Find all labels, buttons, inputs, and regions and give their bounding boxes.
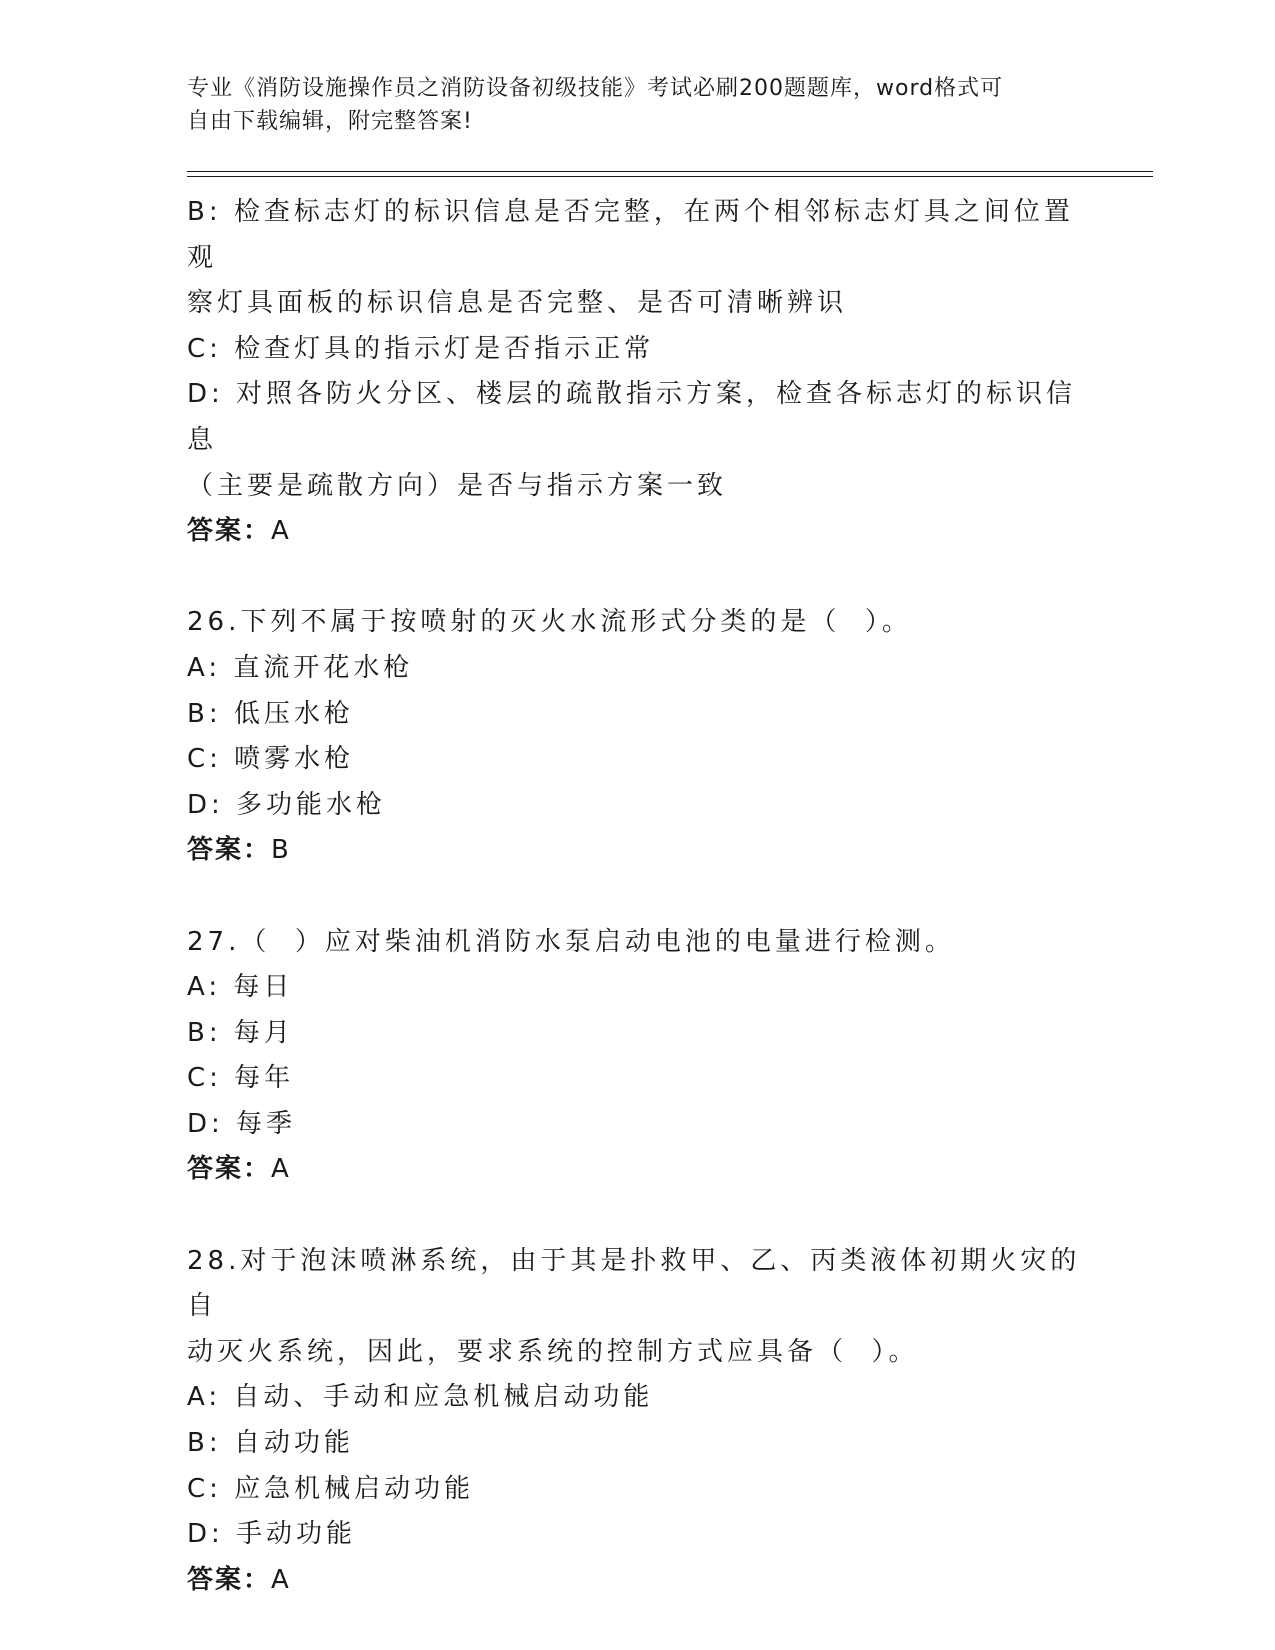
header-title-line-2: 自由下载编辑，附完整答案! xyxy=(187,109,473,134)
option-d-line-2: （主要是疏散方向）是否与指示方案一致 xyxy=(187,470,728,501)
answer xyxy=(187,828,1087,874)
header-rule-top xyxy=(187,171,1153,172)
answer-value: A xyxy=(271,1154,291,1185)
answer-label: 答案： xyxy=(187,835,272,866)
answer-label: 答案： xyxy=(187,1564,272,1595)
option-c: C: 每年 xyxy=(187,1063,295,1094)
option-d: D: 手动功能 xyxy=(187,1519,357,1550)
answer-value: A xyxy=(271,1564,291,1595)
option-b-line-2: 察灯具面板的标识信息是否完整、是否可清晰辨识 xyxy=(187,288,848,319)
question-26 xyxy=(187,600,1087,874)
option-c: C: 检查灯具的指示灯是否指示正常 xyxy=(187,333,655,364)
option-c: C: 应急机械启动功能 xyxy=(187,1473,475,1504)
question-text-line-1: 28.对于泡沫喷淋系统，由于其是扑救甲、乙、丙类液体初期火灾的自 xyxy=(187,1245,1081,1322)
option-a: A: 每日 xyxy=(187,972,294,1003)
option-c: C: 喷雾水枪 xyxy=(187,744,355,775)
question-28 xyxy=(187,1239,1087,1604)
document-header xyxy=(187,72,1087,138)
option-d: D: 多功能水枪 xyxy=(187,789,387,820)
option-a: A: 直流开花水枪 xyxy=(187,652,414,683)
question-text: 26.下列不属于按喷射的灭火水流形式分类的是（ ）。 xyxy=(187,607,912,638)
answer-label: 答案： xyxy=(187,1154,272,1185)
question-continued xyxy=(187,190,1087,555)
option-b: B: 自动功能 xyxy=(187,1428,354,1459)
option-d-line-1: D: 对照各防火分区、楼层的疏散指示方案，检查各标志灯的标识信息 xyxy=(187,379,1077,455)
answer-value: A xyxy=(271,516,291,547)
option-b: B: 低压水枪 xyxy=(187,698,354,729)
answer xyxy=(187,509,1087,555)
header-title-line-1: 专业《消防设施操作员之消防设备初级技能》考试必刷200题题库，word格式可 xyxy=(187,76,1004,101)
question-text-line-2: 动灭火系统，因此，要求系统的控制方式应具备（ ）。 xyxy=(187,1336,919,1367)
question-list xyxy=(187,190,1087,1603)
option-a: A: 自动、手动和应急机械启动功能 xyxy=(187,1382,654,1413)
question-27 xyxy=(187,920,1087,1194)
option-b-line-1: B: 检查标志灯的标识信息是否完整，在两个相邻标志灯具之间位置观 xyxy=(187,197,1074,273)
question-text: 27.（ ）应对柴油机消防水泵启动电池的电量进行检测。 xyxy=(187,926,955,957)
answer-label: 答案： xyxy=(187,516,272,547)
answer xyxy=(187,1147,1087,1193)
answer xyxy=(187,1558,1087,1604)
answer-value: B xyxy=(271,835,291,866)
header-rule-bottom xyxy=(187,176,1153,177)
option-b: B: 每月 xyxy=(187,1017,294,1048)
option-d: D: 每季 xyxy=(187,1108,297,1139)
